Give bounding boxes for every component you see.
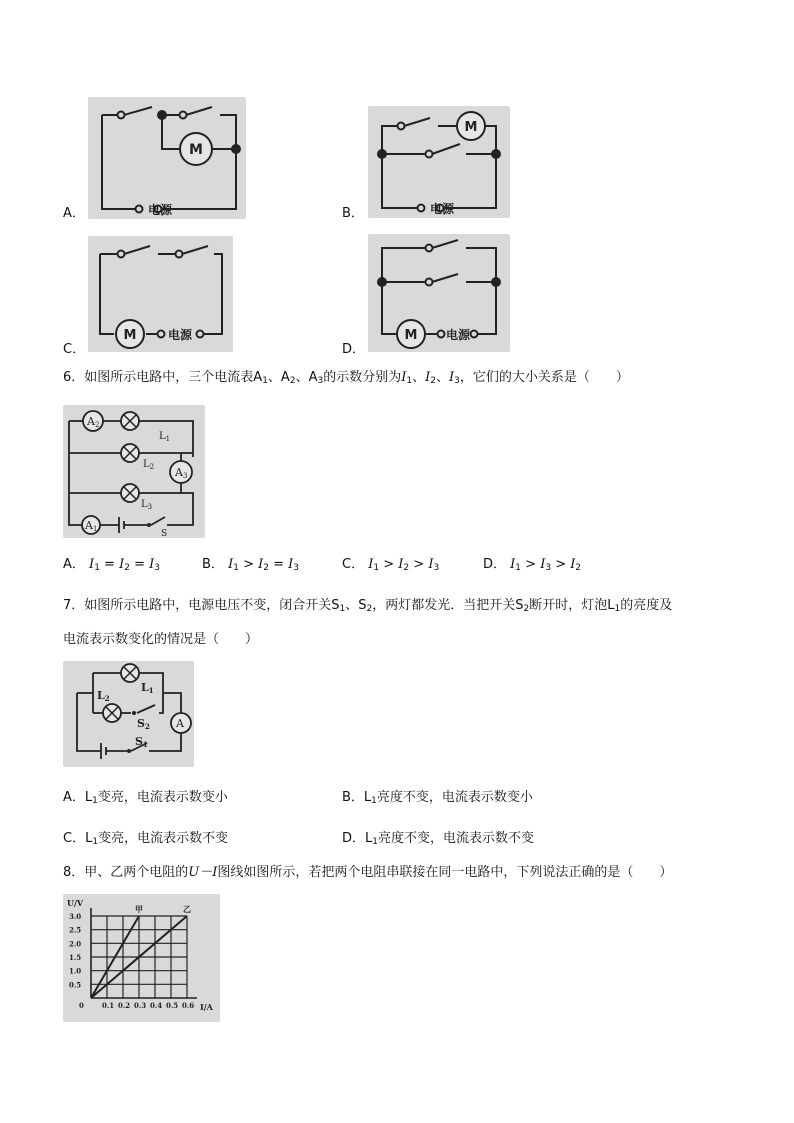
q7-stem-line2: 电流表示数变化的情况是（ ） [63, 632, 259, 647]
q6-i-sub-1: 1 [406, 376, 413, 386]
svg-text:L2 [97, 689, 110, 703]
q6-d-e1: 1 [515, 563, 522, 573]
q6-i-sep-2: 、 [435, 370, 449, 385]
q6-a-e5: = [129, 557, 150, 572]
q7-fig-l1-sub: 1 [148, 686, 154, 695]
q7-option-b-l: L [363, 790, 372, 805]
q6-d-e3: I [540, 557, 546, 572]
q6-option-d-letter: D． [483, 557, 507, 572]
y-tick-label: 3.0 [69, 912, 82, 921]
power-label-b: 电源 [430, 202, 455, 216]
series-label: 甲 [135, 904, 143, 914]
q7-fig-l1: L [141, 681, 149, 694]
q6-text-pre: 如图所示电路中，三个电流表A [84, 370, 263, 385]
x-tick-label: 0.6 [182, 1001, 195, 1010]
q7-figure [63, 661, 194, 767]
q6-c-e6: I [428, 557, 434, 572]
q8-text-b: 图线如图所示，若把两个电阻串联接在同一电路中，下列说法正确的是（ ） [217, 865, 673, 880]
q6-option-b-letter: B． [202, 557, 224, 572]
q7-option-a-sub: 1 [92, 796, 98, 806]
power-label-c: 电源 [168, 328, 193, 342]
q6-a-e6: I [149, 557, 155, 572]
q6-d-e4: 3 [545, 563, 552, 573]
y-tick-label: 1.5 [69, 953, 82, 962]
q6-a-e4: 2 [124, 563, 130, 573]
q6-sep-2: 、A [295, 370, 318, 385]
svg-text:S2 [137, 717, 150, 731]
q7-option-d-text: 亮度不变，电流表示数不变 [378, 831, 535, 846]
q7-option-a-letter: A． [63, 790, 85, 805]
q6-i-sep-1: 、 [412, 370, 426, 385]
y-tick-label: 2.0 [69, 939, 82, 949]
x-axis-label: I/A [200, 1002, 213, 1012]
q6-sub-1: 1 [262, 376, 268, 386]
q6-b-e6: I [288, 557, 294, 572]
q6-fig-l1: L [159, 431, 166, 442]
q7-line1-c: 断开时，灯泡L [529, 598, 615, 613]
q6-d-e6: I [570, 557, 576, 572]
q5-option-a-label: A． [63, 206, 85, 221]
q6-i-sub-3: 3 [454, 376, 460, 386]
q7-sub-2: 2 [366, 604, 373, 614]
q6-fig-l1-sub: 1 [165, 435, 171, 443]
q7-option-b-letter: B． [342, 790, 364, 805]
q7-fig-a: A [176, 717, 184, 730]
q6-sep-1: 、A [267, 370, 290, 385]
q6-number: 6． [63, 370, 85, 385]
q6-c-e2: > [379, 557, 399, 572]
q6-i2: I [425, 370, 431, 385]
y-tick-label: 2.5 [69, 925, 82, 935]
q6-d-e5: > [551, 557, 571, 572]
q6-b-e5: = [268, 557, 289, 572]
q7-line1-b: ，两灯都发光．当把开关S [372, 598, 524, 613]
q6-fig-a1-sub: 1 [92, 525, 98, 533]
power-label-d: 电源 [446, 328, 471, 342]
q6-fig-l3: L [141, 499, 148, 510]
q8-text-a: 甲、乙两个电阻的 [84, 865, 189, 880]
x-tick-label: 0.5 [166, 1001, 179, 1010]
q5-figure-c [88, 236, 233, 352]
q5-figure-b [368, 106, 510, 218]
q7-option-a-l: L [84, 790, 93, 805]
q5-option-b-label: B． [342, 206, 364, 221]
q6-c-e7: 3 [433, 563, 440, 573]
q6-c-e1: 1 [373, 563, 380, 573]
q6-c-e5: > [409, 557, 429, 572]
q6-b-e2: > [238, 557, 259, 572]
q6-i-sub-2: 2 [430, 376, 436, 386]
q7-stem-line1 [63, 597, 672, 618]
q5-option-c-label: C． [63, 342, 86, 357]
q7-option-d [342, 830, 534, 851]
series-label: 乙 [183, 904, 191, 914]
q7-fig-l2: L [97, 689, 105, 702]
q6-b-e7: 3 [293, 563, 300, 573]
power-label-a: 电源 [148, 203, 173, 217]
q6-option-c-letter: C． [342, 557, 365, 572]
y-tick-label: 1.0 [69, 966, 82, 976]
motor-symbol-b: M [464, 120, 478, 135]
q6-figure [63, 405, 205, 538]
q7-option-d-sub: 1 [372, 837, 378, 847]
svg-text:L1 [159, 431, 170, 443]
q7-option-b-text: 亮度不变，电流表示数变小 [376, 790, 533, 805]
q6-b-e0: I [228, 557, 234, 572]
q7-fig-l2-sub: 2 [104, 694, 110, 703]
svg-text:S1 [135, 735, 148, 749]
q6-text-mid: 的示数分别为 [323, 370, 402, 385]
q6-a-e3: I [119, 557, 125, 572]
q6-option-a-letter: A． [63, 557, 85, 572]
q7-option-a-text: 变亮，电流表示数变小 [97, 790, 228, 805]
q7-fig-s2-sub: 2 [144, 722, 150, 731]
q7-option-c [63, 830, 228, 851]
q6-a-e0: I [89, 557, 95, 572]
x-tick-label: 0.3 [134, 1001, 147, 1010]
q6-fig-a2: A [87, 415, 95, 428]
y-tick-label: 0.5 [69, 980, 82, 990]
q6-c-e3: I [398, 557, 404, 572]
svg-text:L3 [141, 499, 152, 511]
q6-fig-a3-sub: 3 [182, 472, 188, 480]
q6-option-a [63, 556, 160, 577]
q7-fig-s1-sub: 1 [142, 740, 148, 749]
q6-text-end: ，它们的大小关系是（ ） [459, 370, 629, 385]
q7-sep: 、S [345, 598, 367, 613]
q8-stem [63, 864, 672, 882]
q6-a-e2: = [99, 557, 120, 572]
q6-b-e4: 2 [263, 563, 269, 573]
q7-option-b [342, 789, 533, 810]
q7-fig-s1: S [135, 735, 143, 748]
origin-label: 0 [79, 1001, 84, 1010]
q6-a-e7: 3 [154, 563, 161, 573]
motor-symbol-d: M [404, 328, 418, 343]
q6-sub-3: 3 [317, 376, 324, 386]
q7-option-d-letter: D． [342, 831, 366, 846]
x-tick-label: 0.4 [150, 1001, 163, 1010]
q6-stem [63, 369, 629, 390]
q8-ui: U－I [188, 865, 218, 880]
y-axis-label: U/V [67, 898, 84, 908]
q7-option-b-sub: 1 [371, 796, 377, 806]
q6-sub-2: 2 [289, 376, 296, 386]
q7-option-c-text: 变亮，电流表示数不变 [98, 831, 229, 846]
q7-option-c-sub: 1 [92, 837, 99, 847]
x-tick-label: 0.2 [118, 1001, 131, 1010]
q6-fig-l3-sub: 3 [147, 503, 153, 511]
q6-d-e0: I [510, 557, 516, 572]
q6-fig-a2-sub: 2 [94, 421, 100, 429]
q7-option-c-letter: C． [63, 831, 86, 846]
q5-option-d-label: D． [342, 342, 366, 357]
q6-b-e1: 1 [233, 563, 239, 573]
q7-option-d-l: L [365, 831, 373, 846]
motor-symbol-c: M [123, 328, 137, 343]
q7-line1-d: 的亮度及 [620, 598, 673, 613]
q7-sub-3: 2 [523, 604, 530, 614]
q6-option-b [202, 556, 299, 577]
q6-i3: I [449, 370, 455, 385]
q5-figure-d [368, 234, 510, 352]
q7-line1-a: 如图所示电路中，电源电压不变，闭合开关S [84, 598, 340, 613]
q6-fig-l2: L [143, 459, 150, 470]
q6-option-c [342, 556, 439, 577]
q6-fig-s: S [161, 529, 168, 538]
q6-fig-a3: A [175, 466, 183, 479]
q6-a-e1: 1 [94, 563, 100, 573]
q6-i1: I [401, 370, 407, 385]
q7-option-c-l: L [85, 831, 93, 846]
q6-d-e7: 2 [575, 563, 582, 573]
q7-fig-s2: S [137, 717, 145, 730]
q6-fig-l2-sub: 2 [149, 463, 155, 471]
q7-option-a [63, 789, 228, 810]
q6-d-e2: > [521, 557, 541, 572]
q7-number: 7． [63, 598, 85, 613]
q8-chart [63, 894, 220, 1022]
q6-c-e0: I [368, 557, 374, 572]
q6-option-d [483, 556, 581, 577]
q7-sub-1: 1 [339, 604, 346, 614]
q7-sub-4: 1 [614, 604, 621, 614]
svg-text:L1 [141, 681, 154, 695]
q6-b-e3: I [258, 557, 264, 572]
motor-symbol-a: M [189, 142, 203, 158]
x-tick-label: 0.1 [102, 1001, 115, 1010]
q8-number: 8． [63, 865, 85, 880]
q5-figure-a [88, 97, 246, 219]
q6-c-e4: 2 [403, 563, 410, 573]
q6-fig-a1: A [85, 519, 93, 532]
svg-text:L2 [143, 459, 154, 471]
